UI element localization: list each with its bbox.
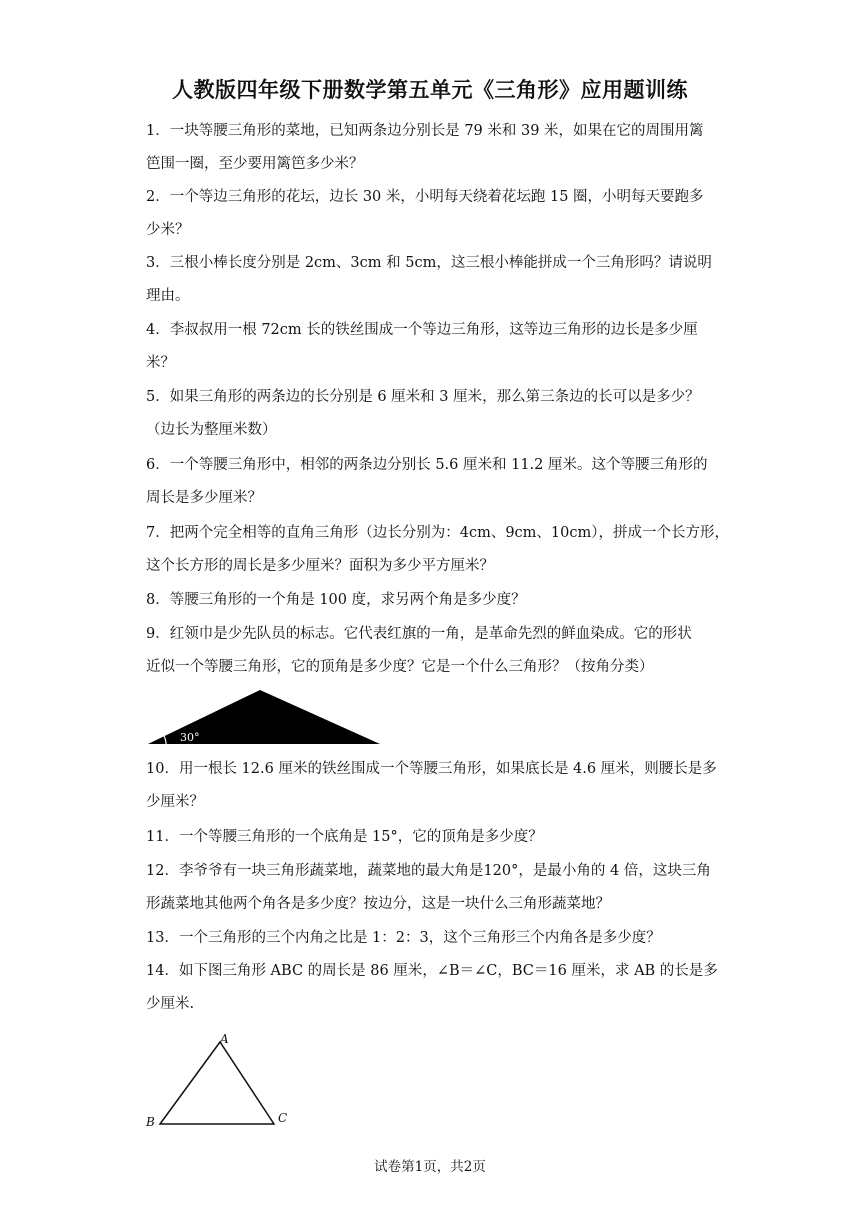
- question-line: 9．红领巾是少先队员的标志。它代表红旗的一角，是革命先烈的鲜血染成。它的形状: [146, 626, 692, 642]
- question-line: 笆围一圈，至少要用篱笆多少米？: [146, 156, 364, 172]
- question-line: 少厘米？: [146, 794, 204, 810]
- question-1: [146, 115, 716, 181]
- question-line: 8．等腰三角形的一个角是 100 度，求另两个角是多少度？: [146, 592, 526, 608]
- question-line: 这个长方形的周长是多少厘米？面积为多少平方厘米？: [146, 558, 494, 574]
- question-line: 米？: [146, 355, 175, 371]
- question-line: 少米？: [146, 222, 190, 238]
- question-line: 少厘米.: [146, 996, 195, 1012]
- question-line: 13．一个三角形的三个内角之比是 1：2：3，这个三角形三个内角各是多少度？: [146, 930, 661, 946]
- vertex-label-b: B: [146, 1115, 155, 1129]
- question-9: [146, 618, 716, 684]
- question-2: [146, 181, 716, 247]
- question-line: 近似一个等腰三角形，它的顶角是多少度？它是一个什么三角形？（按角分类）: [146, 659, 654, 675]
- question-line: 1．一块等腰三角形的菜地，已知两条边分别长是 79 米和 39 米，如果在它的周围用篱: [146, 123, 704, 139]
- page-title: 人教版四年级下册数学第五单元《三角形》应用题训练: [172, 78, 688, 102]
- question-line: 5．如果三角形的两条边的长分别是 6 厘米和 3 厘米，那么第三条边的长可以是多少？: [146, 389, 700, 405]
- triangle-abc-figure: [144, 1030, 294, 1130]
- question-line: （边长为整厘米数）: [146, 422, 277, 438]
- vertex-label-c: C: [278, 1111, 288, 1125]
- question-5: [146, 381, 716, 447]
- question-line: 12．李爷爷有一块三角形蔬菜地，蔬菜地的最大角是120°，是最小角的 4 倍，这块三角: [146, 863, 711, 879]
- question-line: 形蔬菜地其他两个角各是多少度？按边分，这是一块什么三角形蔬菜地？: [146, 896, 610, 912]
- question-line: 3．三根小棒长度分别是 2cm、3cm 和 5cm，这三根小棒能拼成一个三角形吗？请说明: [146, 255, 712, 271]
- question-line: 4．李叔叔用一根 72cm 长的铁丝围成一个等边三角形，这等边三角形的边长是多少厘: [146, 322, 698, 338]
- question-10: [146, 753, 716, 819]
- page-footer: 试卷第1页，共2页: [374, 1159, 486, 1175]
- question-4: [146, 314, 716, 380]
- question-line: 10．用一根长 12.6 厘米的铁丝围成一个等腰三角形，如果底长是 4.6 厘米，则腰长是多: [146, 761, 717, 777]
- red-scarf-triangle-figure: [146, 686, 382, 748]
- angle-label: 30°: [180, 731, 200, 744]
- vertex-label-a: A: [220, 1032, 229, 1046]
- question-12: [146, 855, 716, 921]
- question-line: 周长是多少厘米？: [146, 490, 262, 506]
- question-7: [146, 517, 729, 583]
- question-line: 7．把两个完全相等的直角三角形（边长分别为：4cm、9cm、10cm），拼成一个长方形，: [146, 525, 729, 541]
- question-14: [146, 955, 716, 1021]
- question-line: 2．一个等边三角形的花坛，边长 30 米，小明每天绕着花坛跑 15 圈，小明每天要跑多: [146, 189, 704, 205]
- question-11: [146, 821, 716, 854]
- question-line: 6．一个等腰三角形中，相邻的两条边分别长 5.6 厘米和 11.2 厘米。这个等腰三角形的: [146, 457, 708, 473]
- question-3: [146, 247, 716, 313]
- question-8: [146, 584, 716, 617]
- question-13: [146, 922, 716, 955]
- triangle-abc-outline: [160, 1042, 274, 1124]
- question-6: [146, 449, 716, 515]
- question-line: 理由。: [146, 288, 190, 304]
- question-line: 14．如下图三角形 ABC 的周长是 86 厘米，∠B＝∠C，BC＝16 厘米，求 AB 的长是多: [146, 963, 718, 979]
- question-line: 11．一个等腰三角形的一个底角是 15°，它的顶角是多少度？: [146, 829, 543, 845]
